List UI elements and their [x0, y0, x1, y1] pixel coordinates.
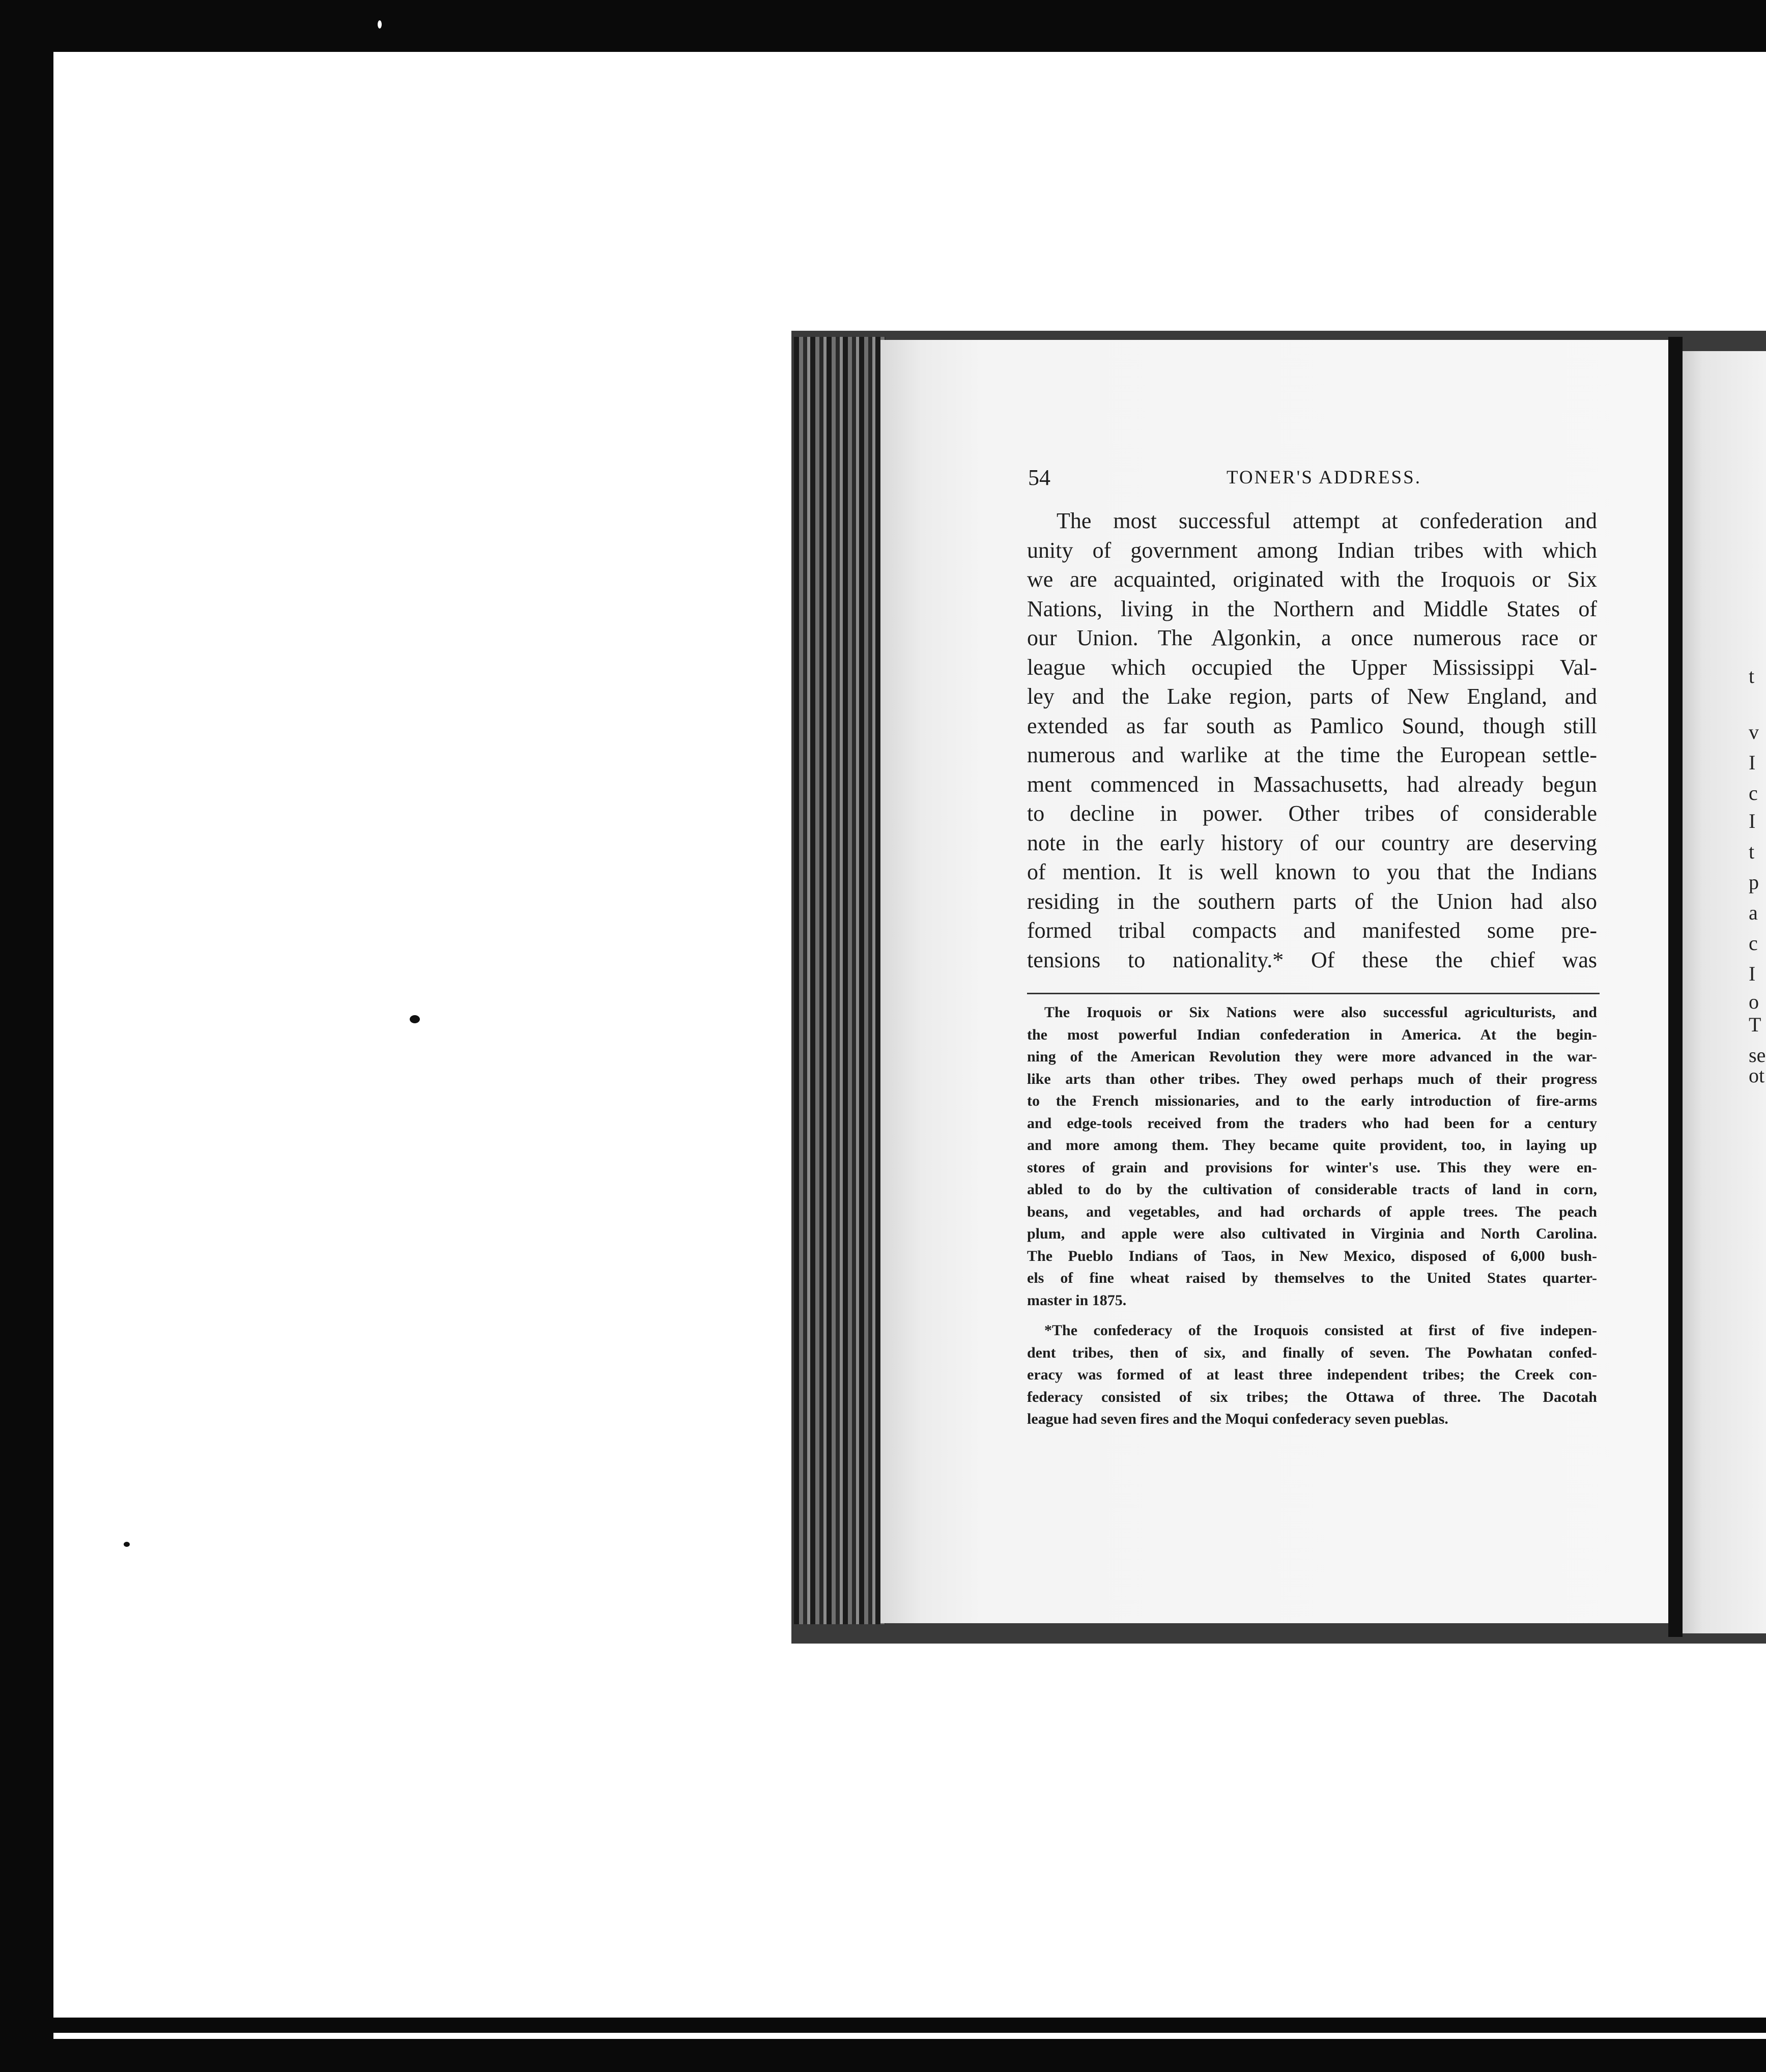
dust-speck: [124, 1542, 130, 1547]
text-line: master in 1875.: [1027, 1291, 1127, 1309]
text-line: tensions to nationality.* Of these the chief was: [1027, 947, 1597, 972]
text-line: to decline in power. Other tribes of considerable: [1027, 801, 1597, 826]
text-line: abled to do by the cultivation of considerable tracts of land in corn,: [1027, 1181, 1597, 1198]
facing-page-fragment: t: [1749, 840, 1755, 863]
text-line: *The confederacy of the Iroquois consisted at first of five indepen-: [1044, 1322, 1597, 1339]
facing-page-fragment: p: [1749, 871, 1759, 894]
text-line: ment commenced in Massachusetts, had already begun: [1027, 771, 1597, 797]
text-line: we are acquainted, originated with the Iroquois or Six: [1027, 567, 1597, 592]
text-line: note in the early history of our country are deserving: [1027, 830, 1597, 855]
facing-page-fragment: I: [1749, 810, 1756, 832]
text-line: The Pueblo Indians of Taos, in New Mexico, disposed of 6,000 bush-: [1027, 1247, 1597, 1264]
facing-page-fragment: a: [1749, 901, 1758, 924]
text-line: The Iroquois or Six Nations were also successful agriculturists, and: [1044, 1004, 1597, 1021]
text-line: stores of grain and provisions for winter's use. This they were en-: [1027, 1159, 1597, 1176]
scan-border-bottom: [0, 2018, 1766, 2072]
facing-page-fragment: c: [1749, 932, 1758, 955]
text-line: our Union. The Algonkin, a once numerous race or: [1027, 625, 1597, 650]
footnote-rule: [1027, 993, 1600, 994]
text-line: to the French missionaries, and to the early introduction of fire-arms: [1027, 1092, 1597, 1109]
dust-speck: [378, 20, 382, 28]
text-line: league which occupied the Upper Mississippi Val-: [1027, 654, 1597, 680]
dust-speck: [410, 1015, 420, 1023]
text-line: Nations, living in the Northern and Middle States of: [1027, 596, 1597, 621]
book-gutter: [1668, 337, 1683, 1637]
text-line: league had seven fires and the Moqui confederacy seven pueblas.: [1027, 1411, 1448, 1427]
body-paragraph: [1027, 506, 1597, 974]
text-line: and more among them. They became quite provident, too, in laying up: [1027, 1137, 1597, 1154]
text-line: and edge-tools received from the traders who had been for a century: [1027, 1114, 1597, 1132]
running-head: TONER'S ADDRESS.: [1227, 467, 1421, 488]
text-line: numerous and warlike at the time the European settle-: [1027, 742, 1597, 767]
facing-page-fragment: se: [1749, 1044, 1766, 1067]
facing-page-fragment: I: [1749, 751, 1756, 774]
text-line: beans, and vegetables, and had orchards of apple trees. The peach: [1027, 1203, 1597, 1220]
facing-page-fragment: I: [1749, 962, 1756, 985]
page-number: 54: [1028, 465, 1050, 490]
text-line: plum, and apple were also cultivated in Virginia and North Carolina.: [1027, 1225, 1597, 1242]
facing-page-fragment: c: [1749, 782, 1758, 804]
facing-page-fragment: t: [1749, 665, 1755, 687]
scan-border-bottom-gap: [53, 2033, 1766, 2039]
scan-border-left: [0, 0, 53, 2072]
text-line: The most successful attempt at confederation and: [1057, 508, 1597, 533]
text-line: federacy consisted of six tribes; the Ottawa of three. The Dacotah: [1027, 1388, 1597, 1405]
book-page-edges: [794, 337, 886, 1624]
text-line: residing in the southern parts of the Union had also: [1027, 888, 1597, 914]
text-line: els of fine wheat raised by themselves to the United States quarter-: [1027, 1270, 1597, 1286]
footnotes: [1027, 1001, 1597, 1430]
text-line: dent tribes, then of six, and finally of seven. The Powhatan confed-: [1027, 1344, 1597, 1361]
page-header: [1028, 465, 1598, 495]
text-line: eracy was formed of at least three independent tribes; the Creek con-: [1027, 1366, 1597, 1383]
text-line: of mention. It is well known to you that the Indians: [1027, 859, 1597, 884]
footnote-2: [1027, 1319, 1597, 1430]
facing-page-fragment: o: [1749, 990, 1759, 1013]
scan-border-top-inner: [53, 41, 1766, 52]
text-line: ning of the American Revolution they were more advanced in the war-: [1027, 1048, 1597, 1065]
scan-border-top: [0, 0, 1766, 41]
text-line: the most powerful Indian confederation in America. At the begin-: [1027, 1026, 1597, 1043]
facing-page-fragment: v: [1749, 721, 1759, 743]
facing-page-fragment: T: [1749, 1013, 1761, 1036]
text-line: formed tribal compacts and manifested some pre-: [1027, 918, 1597, 943]
facing-page-fragment: ot: [1749, 1064, 1765, 1087]
footnote-1: [1027, 1001, 1597, 1311]
text-line: unity of government among Indian tribes with which: [1027, 537, 1597, 563]
text-line: ley and the Lake region, parts of New England, and: [1027, 684, 1597, 709]
text-line: extended as far south as Pamlico Sound, though still: [1027, 713, 1597, 738]
text-line: like arts than other tribes. They owed perhaps much of their progress: [1027, 1070, 1597, 1087]
facing-page: [1683, 351, 1766, 1633]
